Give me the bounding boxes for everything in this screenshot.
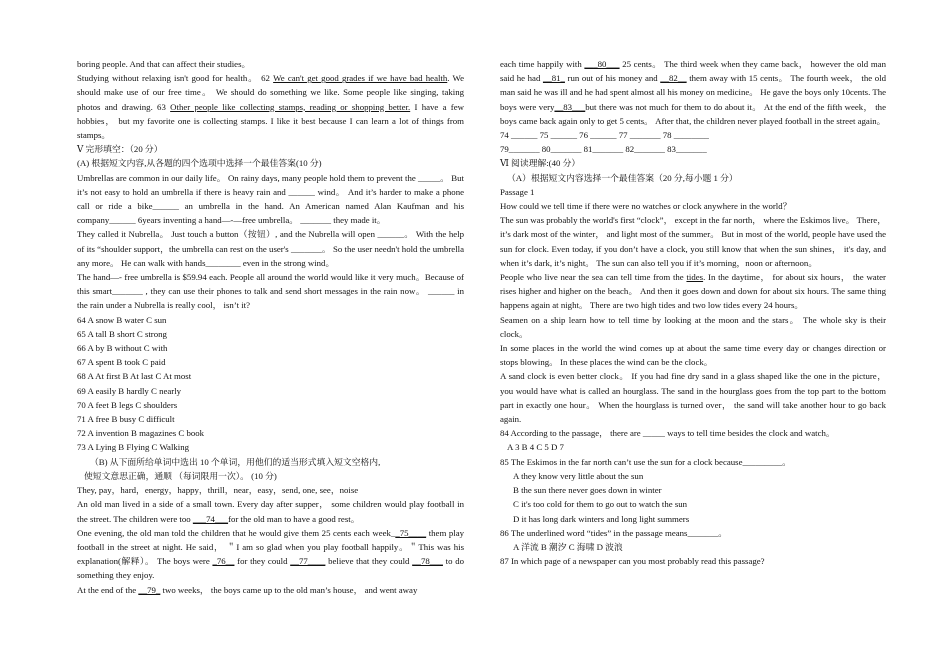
text-segment: An old man lived in a side of a small town. Every day after supper， some children would play football in the street. The children were too (77, 499, 464, 524)
left-line-9 (77, 341, 464, 355)
text-segment: 72 A invention B magazines C book (77, 428, 205, 439)
text-segment: 67 A spent B took C paid (77, 357, 166, 368)
right-line-21 (500, 554, 886, 568)
text-segment: 69 A easily B hardly C nearly (77, 385, 182, 396)
left-line-2 (77, 142, 464, 156)
underlined-text: __81_ (542, 73, 565, 84)
text-segment: They called it Nubrella。 Just touch a button（按钮）, and the Nubrella will open ______。 With the help of its “shoulder support，the umbrella can rest on the user's _______。 So the user needn't hold the umbrella any more。 He can walk with hands________ even in the strong wind。 (77, 229, 464, 268)
text-segment: 68 A At first B At last C At most (77, 371, 192, 382)
underlined-text: _75____ (395, 527, 427, 538)
underlined-text: __78___ (412, 556, 443, 567)
text-segment: but there was not much for them to do about it。 At the end of the fifth week， the boys came back again only to get 5 cents。 After that, the children never played football in the street again。 (500, 101, 886, 126)
underlined-text: __79_ (138, 584, 161, 595)
right-line-17 (500, 497, 886, 511)
text-segment: A 3 B 4 C 5 D 7 (507, 442, 564, 453)
text-segment: People who live near the sea can tell time from the (500, 272, 687, 283)
text-segment: How could we tell time if there were no watches or clock anywhere in the world？ (500, 201, 792, 212)
underlined-text: We can't get good grades if we have bad health (273, 73, 448, 84)
text-segment: （A）根据短文内容选择一个最佳答案（20 分,每小题 1 分） (507, 172, 738, 183)
text-segment: A sand clock is even better clock。 If you had fine dry sand in a glass shaped like the one in the picture， you would have what is called an hourglass. The sand in the hourglass goes from the top part to the bottom part in exactly one hour。 When the hourglass is turned over， the sand will take another hour to go back again. (500, 371, 886, 425)
right-line-13 (500, 440, 886, 454)
text-segment: run out of his money and (564, 73, 661, 84)
underlined-text: _76__ (212, 556, 235, 567)
right-line-14 (500, 455, 886, 469)
text-segment: . We should make use of our free time。 We should do something we like. Some people like singing, taking photos and drawing. 63 (77, 73, 464, 112)
text-segment: 70 A feet B legs C shoulders (77, 399, 178, 410)
text-segment: A they know very little about the sun (513, 470, 644, 481)
left-line-12 (77, 384, 464, 398)
right-line-3 (500, 156, 886, 170)
left-line-18 (77, 469, 464, 483)
right-column (500, 57, 886, 568)
text-segment: Seamen on a ship learn how to tell time by looking at the moon and the stars。 The whole sky is their clock。 (500, 314, 886, 339)
right-line-1 (500, 128, 886, 142)
text-segment: They, pay，hard，energy，happy，thrill，near，easy，send, one, see，noise (77, 485, 359, 496)
text-segment: 87 In which page of a newspaper can you most probably read this passage? (500, 556, 765, 567)
text-segment: two weeks， the boys came up to the old man’s house， and went away (160, 584, 418, 595)
text-segment: 66 A by B without C with (77, 343, 168, 354)
underlined-text: __77____ (290, 556, 326, 567)
text-segment: The hand—- free umbrella is $59.94 each. People all around the world would like it very much。Because of this smart_______ , they can use their phones to talk and send short messages in the rain now。 ______ in the rain under a Nubrella is really cool， isn’t it? (77, 272, 464, 311)
left-line-16 (77, 440, 464, 454)
text-segment: At the end of the (77, 584, 139, 595)
left-line-0 (77, 57, 464, 71)
text-segment: 使短文意思正确，通顺 （每词限用一次）。 (10 分) (84, 470, 277, 481)
left-line-15 (77, 426, 464, 440)
text-segment: 86 The underlined word “tides” in the passage means_______。 (500, 527, 728, 538)
left-line-21 (77, 526, 464, 583)
right-line-18 (500, 512, 886, 526)
left-line-13 (77, 398, 464, 412)
left-line-20 (77, 497, 464, 525)
left-line-8 (77, 327, 464, 341)
text-segment: for the old man to have a good rest。 (228, 513, 360, 524)
left-line-6 (77, 270, 464, 313)
right-line-15 (500, 469, 886, 483)
text-segment: 84 According to the passage， there are _____ ways to tell time besides the clock and watch。 (500, 428, 835, 439)
text-segment: D it has long dark winters and long light summers (513, 513, 690, 524)
underlined-text: __83___ (554, 101, 586, 112)
right-line-0 (500, 57, 886, 128)
right-line-5 (500, 185, 886, 199)
text-segment: One evening, the old man told the children that he would give them 25 cents each week_ (77, 527, 396, 538)
left-line-4 (77, 171, 464, 228)
text-segment: 85 The Eskimos in the far north can’t use the sun for a clock because_________。 (500, 456, 791, 467)
text-segment: Ⅵ 阅读理解:(40 分） (500, 158, 581, 169)
text-segment: B the sun there never goes down in winter (513, 485, 662, 496)
text-segment: 65 A tall B short C strong (77, 328, 167, 339)
right-line-20 (500, 540, 886, 554)
underlined-text: ___80___ (584, 59, 620, 69)
left-line-11 (77, 369, 464, 383)
text-segment: (A) 根据短文内容,从各题的四个选项中选择一个最佳答案(10 分) (77, 158, 322, 169)
right-line-7 (500, 213, 886, 270)
text-segment: . In the daytime， for about six hours， the water rises higher and higher on the beach。 And then it goes down and down for about six hours. The same thing happens again at night。 There are two high tides and two low tides every 24 hours。 (500, 272, 886, 311)
left-line-19 (77, 483, 464, 497)
underlined-text: __82__ (660, 73, 687, 84)
text-segment: them play football in the street at night. He said， ＂I am so glad when you play football happily。＂This was his explanation(解释）。 The boys were (77, 527, 464, 567)
right-line-16 (500, 483, 886, 497)
text-segment: 74 ______ 75 ______ 76 ______ 77 _______ 78 ________ (500, 130, 709, 141)
text-segment: 73 A Lying B Flying C Walking (77, 442, 190, 453)
right-line-11 (500, 369, 886, 426)
text-segment: for they could (234, 556, 291, 567)
text-segment: （B) 从下面所给单词中选出 10 个单词，用他们的适当形式填入短文空格内, (90, 456, 381, 467)
text-segment: The sun was probably the world's first “clock”， except in the far north， where the Eskimos live。 There， it’s dark most of the winter， and light most of the summer。 But in most of the world, people have used the sun for clock. Even today, if you don’t have a clock, you still know that when the sun shines， it's day, and when it’s dark, it’s night。 The sun can also tell you if it’s morning，noon or afternoon。 (500, 215, 886, 268)
text-segment: each time happily with (500, 59, 585, 69)
right-line-19 (500, 526, 886, 540)
underlined-text: tides (686, 272, 704, 283)
text-segment: I have a few hobbies， but my favorite one is collecting stamps. I like it best because I can learn a lot of things from stamps。 (77, 101, 464, 141)
underlined-text: ___74___ (192, 513, 229, 524)
right-line-9 (500, 313, 886, 341)
left-line-22 (77, 583, 464, 597)
right-line-12 (500, 426, 886, 440)
text-segment: 79_______ 80_______ 81_______ 82_______ 83_______ (500, 144, 707, 155)
left-line-1 (77, 71, 464, 142)
text-segment: boring people. And that can affect their studies。 (77, 59, 251, 69)
right-line-4 (500, 171, 886, 185)
left-line-3 (77, 156, 464, 170)
text-segment: Umbrellas are common in our daily life。 On rainy days, many people hold them to prevent the _____。 But it’s not easy to hold an umbrella if there is heavy rain and ______ wind。 And it’s harder to make a phone call or ride a bike______ an umbrella in the hand. An American named Alan Kaufman and his company______ 6years inventing a hand—-—free umbrella。 _______ they made it。 (77, 172, 464, 226)
right-line-2 (500, 142, 886, 156)
text-segment: them away with 15 cents。 The fourth week， the old man said he was ill and he had spent almost all his money on medicine。 He gave the boys only 10cents. The boys were very (500, 73, 886, 112)
text-segment: Passage 1 (500, 186, 535, 197)
underlined-text: Other people like collecting stamps, reading or shopping better. (170, 101, 411, 112)
left-line-5 (77, 227, 464, 270)
right-line-10 (500, 341, 886, 369)
text-segment: believe that they could (325, 556, 413, 567)
left-line-14 (77, 412, 464, 426)
right-line-8 (500, 270, 886, 313)
text-segment: Studying without relaxing isn't good for health。 62 (77, 73, 274, 84)
text-segment: 71 A free B busy C difficult (77, 414, 175, 425)
text-segment: A 洋流 B 潮汐 C 海啸 D 波浪 (513, 541, 623, 552)
left-line-7 (77, 313, 464, 327)
left-line-17 (77, 455, 464, 469)
right-line-6 (500, 199, 886, 213)
text-segment: In some places in the world the wind comes up at about the same time every day or changes direction or stops blowing。 In these places the wind can be the clock。 (500, 343, 886, 368)
text-segment: to do something they enjoy. (77, 556, 464, 581)
text-segment: C it's too cold for them to go out to watch the sun (513, 499, 688, 510)
text-segment: 25 cents。 The third week when they came back， however the old man said he had (500, 59, 886, 84)
text-segment: Ⅴ 完形填空：（20 分） (77, 144, 163, 155)
left-column (77, 57, 464, 597)
text-segment: 64 A snow B water C sun (77, 314, 167, 325)
left-line-10 (77, 355, 464, 369)
